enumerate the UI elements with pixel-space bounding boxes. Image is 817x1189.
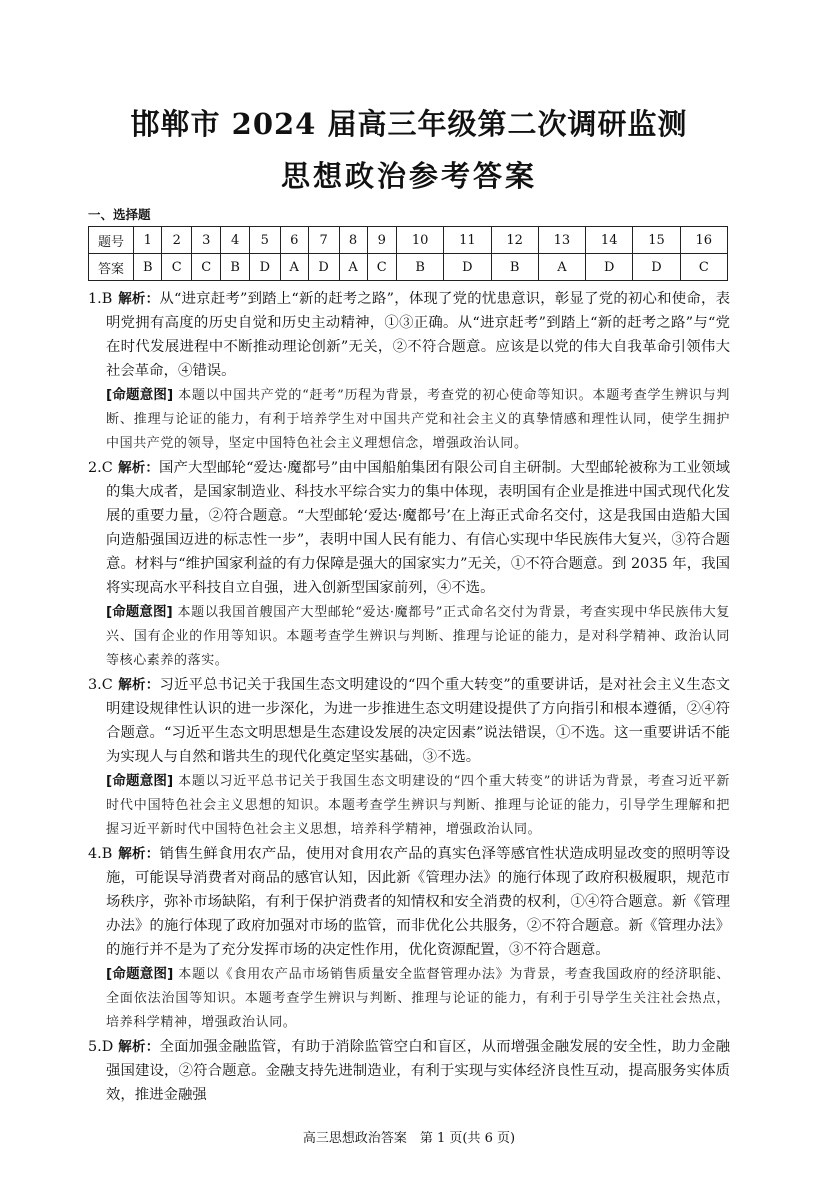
document-title: 邯郸市 2024 届高三年级第二次调研监测 xyxy=(130,107,688,141)
document-subtitle: 思想政治参考答案 xyxy=(280,159,537,193)
question-intent xyxy=(88,600,730,673)
item-number: 2.C xyxy=(88,460,113,476)
analysis-text: 销售生鲜食用农产品，使用对食用农产品的真实色泽等感官性状造成明显改变的照明等设施，可能误导消费者对商品的感官认知，因此新《管理办法》的施行体现了政府积极履职，规范市场秩序，弥补市场缺陷，有利于保护消费者的知情权和安全消费的权利，①④符合题意。新《管理办法》的施行体现了政府加强对市场的监管，而非优化公共服务，②不符合题意。新《管理办法》的施行并不是为了充分发挥市场的决定性作用，优化资源配置，③不符合题意。 xyxy=(106,846,730,958)
intent-label: [命题意图] xyxy=(106,387,174,403)
answer-table xyxy=(88,226,728,281)
answer-row xyxy=(89,254,728,281)
answer-cell: C xyxy=(162,254,192,281)
intent-text: 本题以中国共产党的“赶考”历程为背景，考查党的初心使命等知识。本题考查学生辨识与判断、推理与论证的能力，有利于培养学生对中国共产党和社会主义的真挚情感和理性认同，使学生拥护中国共产党的领导，坚定中国特色社会主义理想信念，增强政治认同。 xyxy=(106,388,731,451)
question-intent xyxy=(88,962,730,1035)
question-number-cell: 7 xyxy=(308,227,339,254)
answer-item xyxy=(88,287,730,383)
analysis-text: 习近平总书记关于我国生态文明建设的“四个重大转变”的重要讲话，是对社会主义生态文明建设规律性认识的进一步深化，为进一步推进生态文明建设提供了方向指引和根本遵循，②④符合题意。“习近平生态文明思想是生态建设发展的决定因素”说法错误，①不选。这一重要讲话不能为实现人与自然和谐共生的现代化奠定坚实基础，③不选。 xyxy=(106,677,731,765)
analysis-text: 国产大型邮轮“爱达·魔都号”由中国船舶集团有限公司自主研制。大型邮轮被称为工业领域的集大成者，是国家制造业、科技水平综合实力的集中体现，表明国有企业是推进中国式现代化发展的重要力量，②符合题意。“大型邮轮‘爱达·魔都号’在上海正式命名交付，这是我国由造船大国向造船强国迈进的标志性一步”，表明中国人民有能力、有信心实现中华民族伟大复兴，③符合题意。材料与“维护国家利益的有力保障是强大的国家实力”无关，①不符合题意。到 2035 年，我国将实现高水平科技自立自强，进入创新型国家前列，④不选。 xyxy=(106,460,731,596)
question-number-cell: 16 xyxy=(680,227,727,254)
intent-text: 本题以《食用农产品市场销售质量安全监督管理办法》为背景，考查我国政府的经济职能、全面依法治国等知识。本题考查学生辨识与判断、推理与论证的能力，有利于引导学生关注社会热点，培养科学精神，增强政治认同。 xyxy=(106,967,731,1030)
question-number-cell: 8 xyxy=(339,227,367,254)
page-footer: 高三思想政治答案 第 1 页(共 6 页) xyxy=(302,1131,516,1146)
item-number: 1.B xyxy=(88,291,113,307)
question-number-cell: 2 xyxy=(162,227,192,254)
question-number-cell: 1 xyxy=(134,227,162,254)
question-number-cell: 5 xyxy=(249,227,280,254)
intent-label: [命题意图] xyxy=(106,604,173,620)
analysis-label: 解析： xyxy=(118,677,160,693)
answer-item xyxy=(88,456,730,600)
row-header: 题号 xyxy=(89,227,134,254)
answer-cell: C xyxy=(680,254,727,281)
answer-cell: B xyxy=(397,254,444,281)
answer-item xyxy=(88,1035,730,1107)
question-number-row xyxy=(89,227,728,254)
intent-label: [命题意图] xyxy=(106,966,174,982)
question-intent xyxy=(88,383,730,456)
section-heading: 一、选择题 xyxy=(88,207,151,222)
analysis-label: 解析： xyxy=(118,291,160,307)
answer-cell: B xyxy=(491,254,538,281)
intent-label: [命题意图] xyxy=(106,773,174,789)
row-header: 答案 xyxy=(89,254,134,281)
answer-cell: D xyxy=(633,254,680,281)
intent-text: 本题以我国首艘国产大型邮轮“爱达·魔都号”正式命名交付为背景，考查实现中华民族伟大复兴、国有企业的作用等知识。本题考查学生辨识与判断、推理与论证的能力，是对科学精神、政治认同等核心素养的落实。 xyxy=(106,605,731,668)
question-number-cell: 3 xyxy=(191,227,221,254)
analysis-label: 解析： xyxy=(118,846,160,862)
answer-cell: D xyxy=(444,254,491,281)
answer-cell: C xyxy=(191,254,221,281)
question-number-cell: 6 xyxy=(280,227,308,254)
analysis-text: 从“进京赶考”到踏上“新的赶考之路”，体现了党的忧患意识，彰显了党的初心和使命，表明党拥有高度的历史自觉和历史主动精神，①③正确。从“进京赶考”到踏上“新的赶考之路”与“党在时代发展进程中不断推动理论创新”无关，②不符合题意。应该是以党的伟大自我革命引领伟大社会革命，④错误。 xyxy=(106,291,730,379)
question-number-cell: 12 xyxy=(491,227,538,254)
answer-cell: B xyxy=(134,254,162,281)
answer-cell: C xyxy=(367,254,397,281)
intent-text: 本题以习近平总书记关于我国生态文明建设的“四个重大转变”的讲话为背景，考查习近平新时代中国特色社会主义思想的知识。本题考查学生辨识与判断、推理与论证的能力，引导学生理解和把握习近平新时代中国特色社会主义思想，培养科学精神，增强政治认同。 xyxy=(106,774,731,837)
answer-cell: A xyxy=(280,254,308,281)
item-number: 5.D xyxy=(88,1039,114,1055)
answer-cell: D xyxy=(586,254,633,281)
question-intent xyxy=(88,769,730,842)
item-number: 4.B xyxy=(88,846,113,862)
question-number-cell: 13 xyxy=(538,227,585,254)
question-number-cell: 9 xyxy=(367,227,397,254)
answer-cell: D xyxy=(249,254,280,281)
answer-item xyxy=(88,842,730,962)
analysis-label: 解析： xyxy=(118,1039,160,1055)
question-number-cell: 11 xyxy=(444,227,491,254)
answer-explanations xyxy=(88,287,730,1107)
answer-cell: D xyxy=(308,254,339,281)
question-number-cell: 10 xyxy=(397,227,444,254)
question-number-cell: 4 xyxy=(221,227,249,254)
answer-cell: A xyxy=(339,254,367,281)
item-number: 3.C xyxy=(88,677,113,693)
answer-cell: A xyxy=(538,254,585,281)
question-number-cell: 14 xyxy=(586,227,633,254)
analysis-label: 解析： xyxy=(118,460,159,476)
analysis-text: 全面加强金融监管，有助于消除监管空白和盲区，从而增强金融发展的安全性，助力金融强国建设，②符合题意。金融支持先进制造业，有利于实现与实体经济良性互动，提高服务实体质效，推进金融强 xyxy=(106,1039,730,1103)
answer-cell: B xyxy=(221,254,249,281)
question-number-cell: 15 xyxy=(633,227,680,254)
answer-item xyxy=(88,673,730,769)
